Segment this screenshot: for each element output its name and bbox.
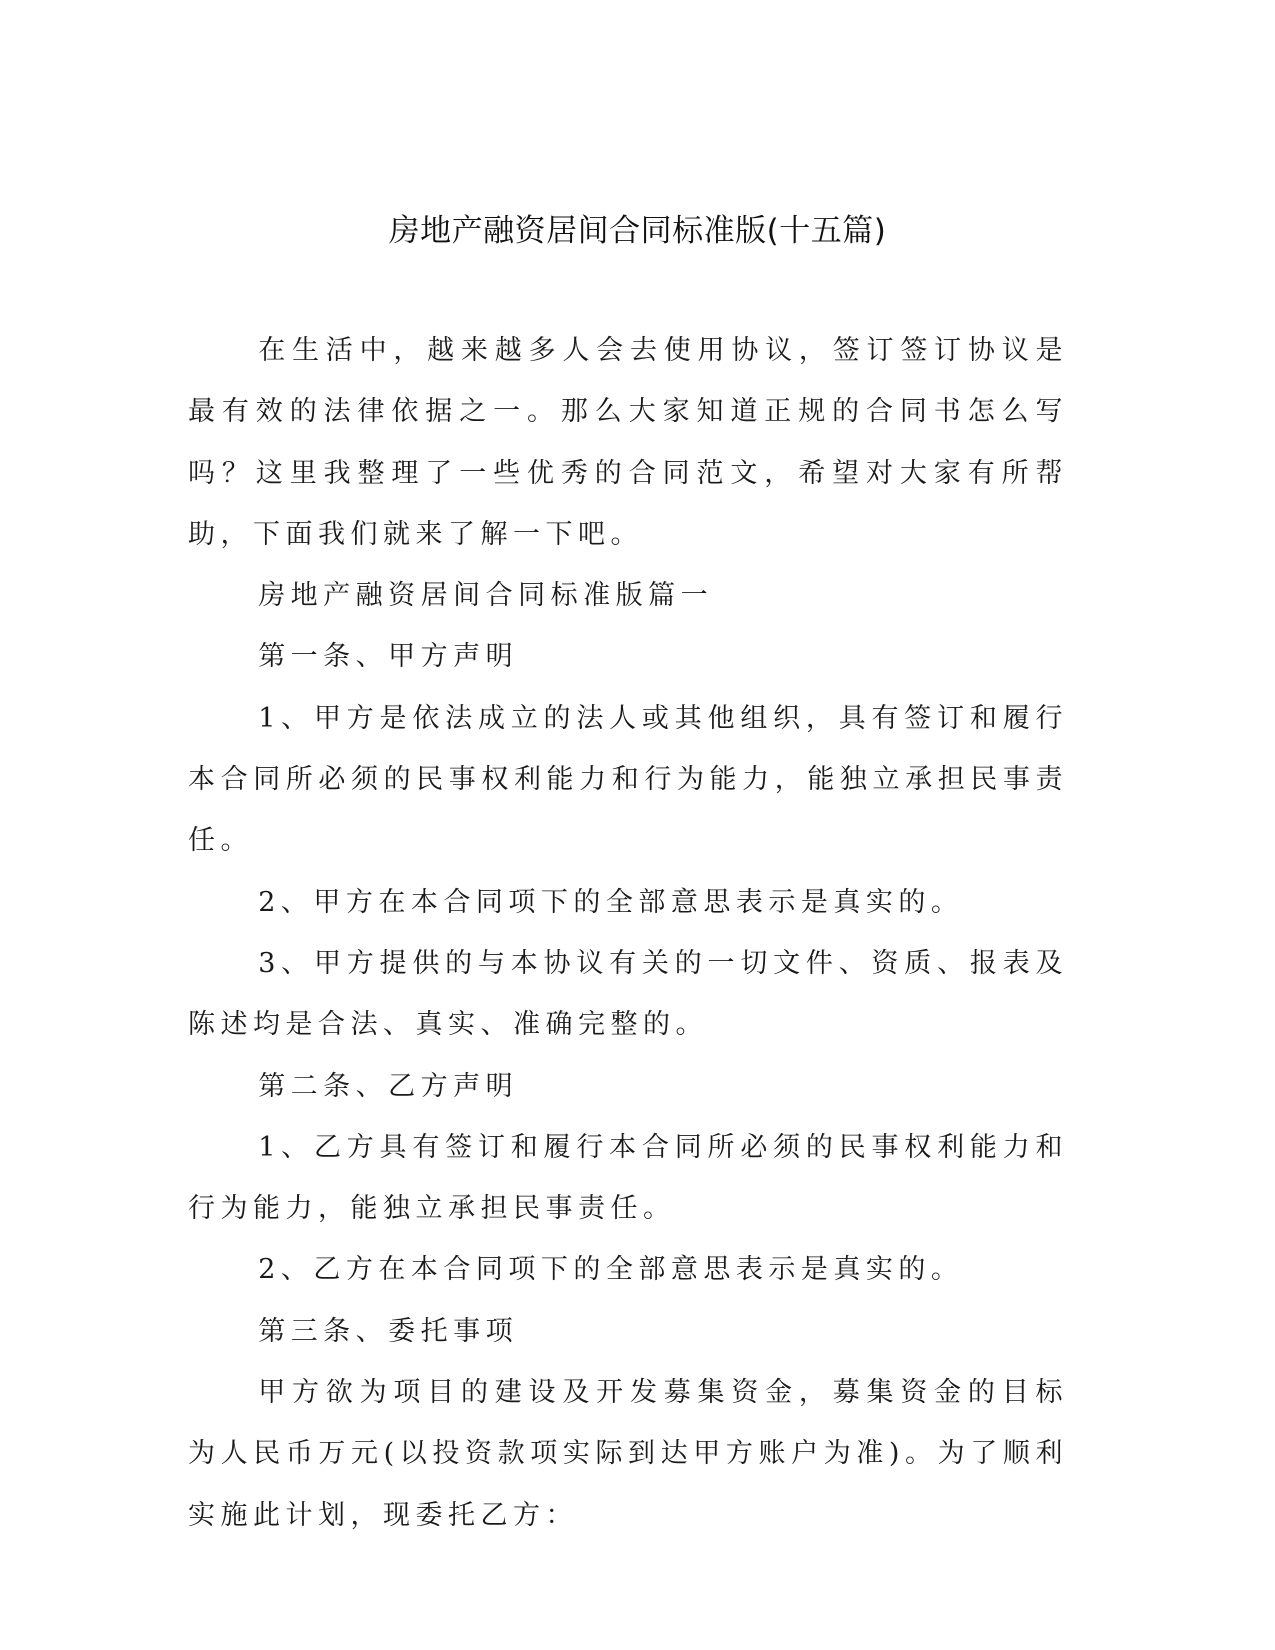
article-heading-2: 第二条、乙方声明 bbox=[258, 1070, 519, 1102]
paragraph: 1、乙方具有签订和履行本合同所必须的民事权利能力和行为能力，能独立承担民事责任。 bbox=[188, 1131, 1068, 1225]
section-heading-part-one: 房地产融资居间合同标准版篇一 bbox=[258, 580, 714, 612]
paragraph: 甲方欲为项目的建设及开发募集资金，募集资金的目标为人民币万元(以投资款项实际到达甲方账户为准)。为了顺利实施此计划，现委托乙方： bbox=[188, 1377, 1068, 1531]
article-heading-1: 第一条、甲方声明 bbox=[258, 641, 519, 673]
paragraph: 2、乙方在本合同项下的全部意思表示是真实的。 bbox=[258, 1254, 964, 1286]
paragraph: 3、甲方提供的与本协议有关的一切文件、资质、报表及陈述均是合法、真实、准确完整的。 bbox=[188, 947, 1068, 1041]
article-heading-3: 第三条、委托事项 bbox=[258, 1315, 519, 1347]
paragraph: 2、甲方在本合同项下的全部意思表示是真实的。 bbox=[258, 886, 964, 918]
paragraph-intro: 在生活中，越来越多人会去使用协议，签订签订协议是最有效的法律依据之一。那么大家知道正规的合同书怎么写吗？这里我整理了一些优秀的合同范文，希望对大家有所帮助，下面我们就来了解一下吧。 bbox=[188, 335, 1068, 550]
document-title: 房地产融资居间合同标准版(十五篇) bbox=[388, 213, 887, 249]
document-body bbox=[188, 320, 1068, 1546]
paragraph: 1、甲方是依法成立的法人或其他组织，具有签订和履行本合同所必须的民事权利能力和行为能力，能独立承担民事责任。 bbox=[188, 702, 1068, 857]
